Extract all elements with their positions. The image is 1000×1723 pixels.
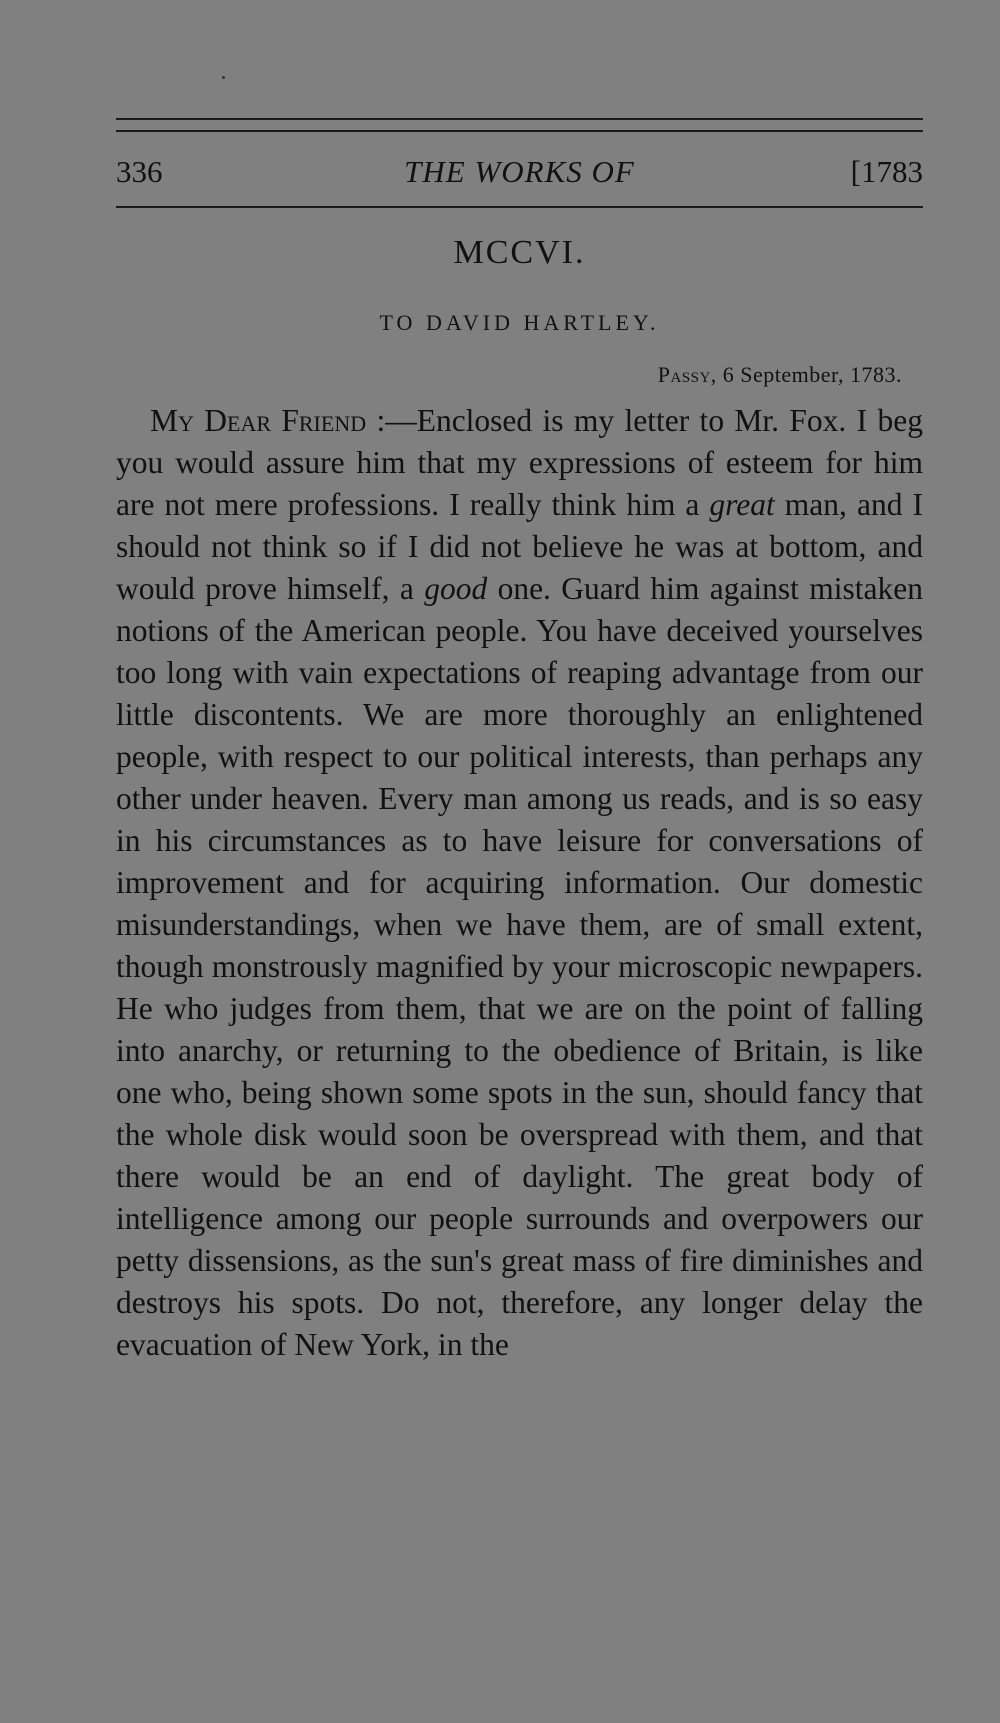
page-speck xyxy=(222,76,225,79)
body-paragraph xyxy=(116,400,923,1366)
emphasis-good: good xyxy=(424,571,488,606)
top-rule xyxy=(116,118,923,120)
page-number: 336 xyxy=(116,154,163,189)
dateline-place: Passy, xyxy=(657,362,717,387)
header-year: [1783 xyxy=(850,154,923,189)
body-text-part-1: :—Enclosed is my letter to Mr. Fox. I beg you would assure him that my expressions of esteem for him are not mere professions. I really think him a xyxy=(116,403,923,522)
letter-number: MCCVI. xyxy=(453,234,586,271)
running-header xyxy=(116,152,923,192)
emphasis-great: great xyxy=(709,487,775,522)
letter-addressee: TO DAVID HARTLEY. xyxy=(379,310,660,335)
dateline-date: 6 September, 1783. xyxy=(722,362,902,387)
body-text-part-2: man, and I should not think so if I did not believe he was at bottom, and would prove himself, a xyxy=(116,487,923,606)
top-rule-inner xyxy=(116,130,923,132)
letter-dateline xyxy=(658,362,902,388)
letter-body xyxy=(116,400,923,1366)
running-title: THE WORKS OF xyxy=(404,154,635,189)
header-bottom-rule xyxy=(116,206,923,208)
salutation: My Dear Friend xyxy=(150,403,367,438)
body-text-part-3: one. Guard him against mistaken notions of the American people. You have deceived yourselves too long with vain expectations of reaping advantage from our little discontents. We are more thoroughly an enlightened people, with respect to our political interests, than perhaps any other under heaven. Every man among us reads, and is so easy in his circumstances as to have leisure for conversations of improvement and for acquiring information. Our domestic misunderstandings, when we have them, are of small extent, though monstrously magnified by your microscopic newpapers. He who judges from them, that we are on the point of falling into anarchy, or returning to the obedience of Britain, is like one who, being shown some spots in the sun, should fancy that the whole disk would soon be overspread with them, and that there would be an end of daylight. The great body of intelligence among our people surrounds and overpowers our petty dissensions, as the sun's great mass of fire diminishes and destroys his spots. Do not, therefore, any longer delay the evacuation of New York, in the xyxy=(116,571,924,1362)
